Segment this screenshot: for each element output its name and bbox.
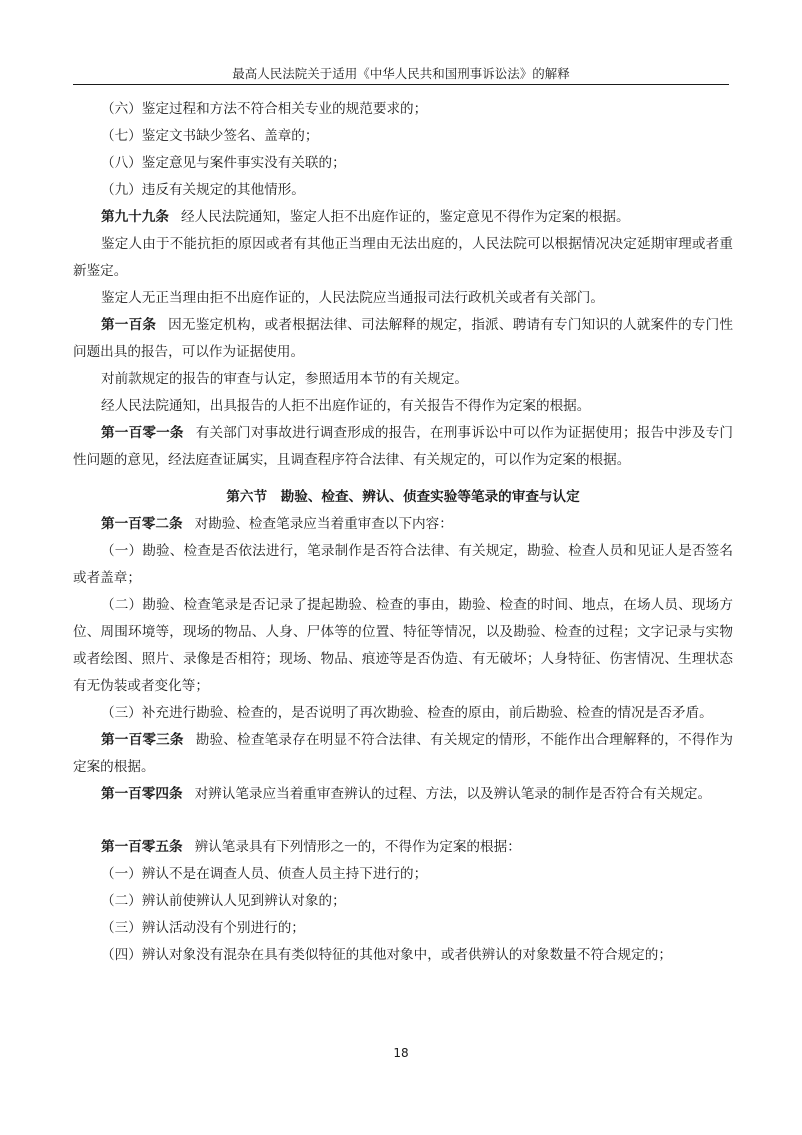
running-header: 最高人民法院关于适用《中华人民共和国刑事诉讼法》的解释 xyxy=(232,66,570,81)
paragraph: 鉴定人由于不能抗拒的原因或者有其他正当理由无法出庭的，人民法院可以根据情况决定延期审理或者重新鉴定。 xyxy=(73,236,733,279)
document-body xyxy=(73,96,733,969)
article-paragraph: 第一百零一条 有关部门对事故进行调查形成的报告，在刑事诉讼中可以作为证据使用；报告中涉及专门性问题的意见，经法庭查证属实，且调查程序符合法律、有关规定的，可以作为定案的根据。 xyxy=(73,425,734,468)
article-number: 第一百条 xyxy=(101,317,157,333)
paragraph: （一）勘验、检查是否依法进行，笔录制作是否符合法律、有关规定，勘验、检查人员和见证人是否签名或者盖章； xyxy=(73,543,733,586)
paragraph: （七）鉴定文书缺少签名、盖章的； xyxy=(101,128,319,144)
paragraph: （二）勘验、检查笔录是否记录了提起勘验、检查的事由，勘验、检查的时间、地点，在场人员、现场方位、周围环境等，现场的物品、人身、尸体等的位置、特征等情况，以及勘验、检查的过程；文字记录与实物或者绘图、照片、录像是否相符；现场、物品、痕迹等是否伪造、有无破坏；人身特征、伤害情况、生理状态有无伪装或者变化等； xyxy=(73,597,733,694)
paragraph: （三）辨认活动没有个别进行的； xyxy=(101,920,305,936)
article-number: 第九十九条 xyxy=(101,209,169,225)
section-title: 第六节 勘验、检查、辨认、侦查实验等笔录的审查与认定 xyxy=(226,489,580,505)
article-number: 第一百零一条 xyxy=(101,425,184,441)
page-number: 18 xyxy=(393,1046,409,1060)
paragraph: 经人民法院通知，出具报告的人拒不出庭作证的，有关报告不得作为定案的根据。 xyxy=(101,398,591,414)
paragraph: （六）鉴定过程和方法不符合相关专业的规范要求的； xyxy=(101,101,428,117)
article-paragraph: 第一百零五条 辨认笔录具有下列情形之一的，不得作为定案的根据： xyxy=(101,839,521,855)
paragraph: （二）辨认前使辨认人见到辨认对象的； xyxy=(101,893,346,909)
paragraph: （九）违反有关规定的其他情形。 xyxy=(101,182,305,198)
article-paragraph: 第一百零四条 对辨认笔录应当着重审查辨认的过程、方法，以及辨认笔录的制作是否符合有关规定。 xyxy=(101,786,712,802)
article-paragraph: 第一百零三条 勘验、检查笔录存在明显不符合法律、有关规定的情形，不能作出合理解释的，不得作为定案的根据。 xyxy=(73,732,734,775)
article-paragraph: 第一百条 因无鉴定机构，或者根据法律、司法解释的规定，指派、聘请有专门知识的人就案件的专门性问题出具的报告，可以作为证据使用。 xyxy=(73,317,734,360)
article-number: 第一百零三条 xyxy=(101,732,184,748)
paragraph: （四）辨认对象没有混杂在具有类似特征的其他对象中，或者供辨认的对象数量不符合规定的； xyxy=(101,947,672,963)
article-number: 第一百零二条 xyxy=(101,516,183,532)
paragraph: 对前款规定的报告的审查与认定，参照适用本节的有关规定。 xyxy=(101,371,469,387)
paragraph: （三）补充进行勘验、检查的，是否说明了再次勘验、检查的原由，前后勘验、检查的情况是否矛盾。 xyxy=(101,705,713,721)
paragraph: （八）鉴定意见与案件事实没有关联的； xyxy=(101,155,346,171)
article-number: 第一百零四条 xyxy=(101,786,183,802)
header-rule xyxy=(73,84,729,85)
paragraph: 鉴定人无正当理由拒不出庭作证的，人民法院应当通报司法行政机关或者有关部门。 xyxy=(101,290,604,306)
paragraph: （一）辨认不是在调查人员、侦查人员主持下进行的； xyxy=(101,866,428,882)
article-paragraph: 第一百零二条 对勘验、检查笔录应当着重审查以下内容： xyxy=(101,516,453,532)
article-paragraph: 第九十九条 经人民法院通知，鉴定人拒不出庭作证的，鉴定意见不得作为定案的根据。 xyxy=(101,209,630,225)
article-number: 第一百零五条 xyxy=(101,839,183,855)
